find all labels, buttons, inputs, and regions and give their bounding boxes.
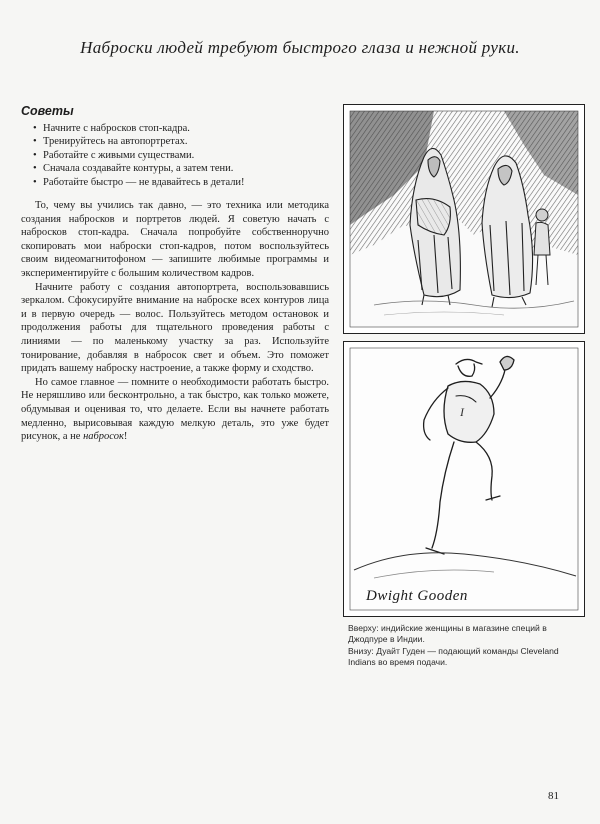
indian-women-sketch: [344, 105, 584, 333]
paragraph: То, чему вы учились так давно, — это техника или методика создания набросков и портретов людей. Я советую начать с набросков стоп-кадра. Сначала попробуйте собственноручно скопировать мои наброски стоп-кадров, потом воспользуйтесь своим видеомагнитофоном — запишите любимые программы и экспериментируйте с большим количеством кадров.: [21, 200, 329, 279]
bullet-icon: •: [33, 176, 37, 188]
figure-caption: [348, 623, 582, 669]
bullet-icon: •: [33, 136, 37, 148]
paragraph: [21, 376, 329, 444]
paragraph-text: Но самое главное — помните о необходимости работать быстро. Не неряшливо или бесконтрольно, а так быстро, как только можете, обдумывая и оценивая то, что делаете. Если вы начнете работать медленно, вырисовывая каждую мелкую деталь, это уже будет рисунок, а не: [21, 376, 329, 443]
tip-item: [21, 122, 329, 135]
emphasis-text: набросок: [83, 431, 124, 443]
signature: Dwight Gooden: [366, 588, 468, 604]
tip-text: Сначала создавайте контуры, а затем тени.: [43, 163, 234, 175]
tip-item: [21, 135, 329, 148]
bullet-icon: •: [33, 149, 37, 161]
caption-top: Вверху: индийские женщины в магазине специй в Джодпуре в Индии.: [348, 623, 547, 645]
body-text: [21, 199, 329, 444]
figure-pitcher-sketch: [343, 341, 585, 617]
bullet-icon: •: [33, 123, 37, 134]
svg-text:I: I: [460, 405, 464, 419]
page-title: Наброски людей требуют быстрого глаза и нежной руки.: [80, 38, 520, 57]
caption-bottom: Внизу: Дуайт Гуден — подающий команды Cleveland Indians во время подачи.: [348, 645, 559, 668]
tip-text: Работайте быстро — не вдавайтесь в детали!: [43, 176, 245, 188]
tips-list: [21, 122, 329, 189]
tip-item: [21, 149, 329, 162]
paragraph: Начните работу с создания автопортрета, воспользовавшись зеркалом. Сфокусируйте внимание на наброске всех контуров лица и в первую очередь — волос. Пользуйтесь методом остановок и продолжения работы для тщательного проведения работы с линиями — по маленькому участку за раз. Используйте тонирование, добавляя в набросок свет и объем. Это поможет придать вашему наброску настроение, а также форму и сходство.: [21, 281, 329, 375]
page-number: 81: [548, 790, 559, 802]
tip-item: [21, 176, 329, 189]
paragraph-end: !: [123, 431, 128, 443]
bullet-icon: •: [33, 163, 37, 175]
tip-text: Тренируйтесь на автопортретах.: [43, 136, 188, 148]
pitcher-sketch: [344, 342, 584, 616]
figure-indian-women-sketch: [343, 104, 585, 334]
tip-text: Начните с набросков стоп-кадра.: [43, 123, 190, 134]
tip-item: [21, 162, 329, 175]
tips-heading: Советы: [21, 104, 74, 118]
text-column: [21, 104, 329, 444]
tip-text: Работайте с живыми существами.: [43, 149, 195, 161]
